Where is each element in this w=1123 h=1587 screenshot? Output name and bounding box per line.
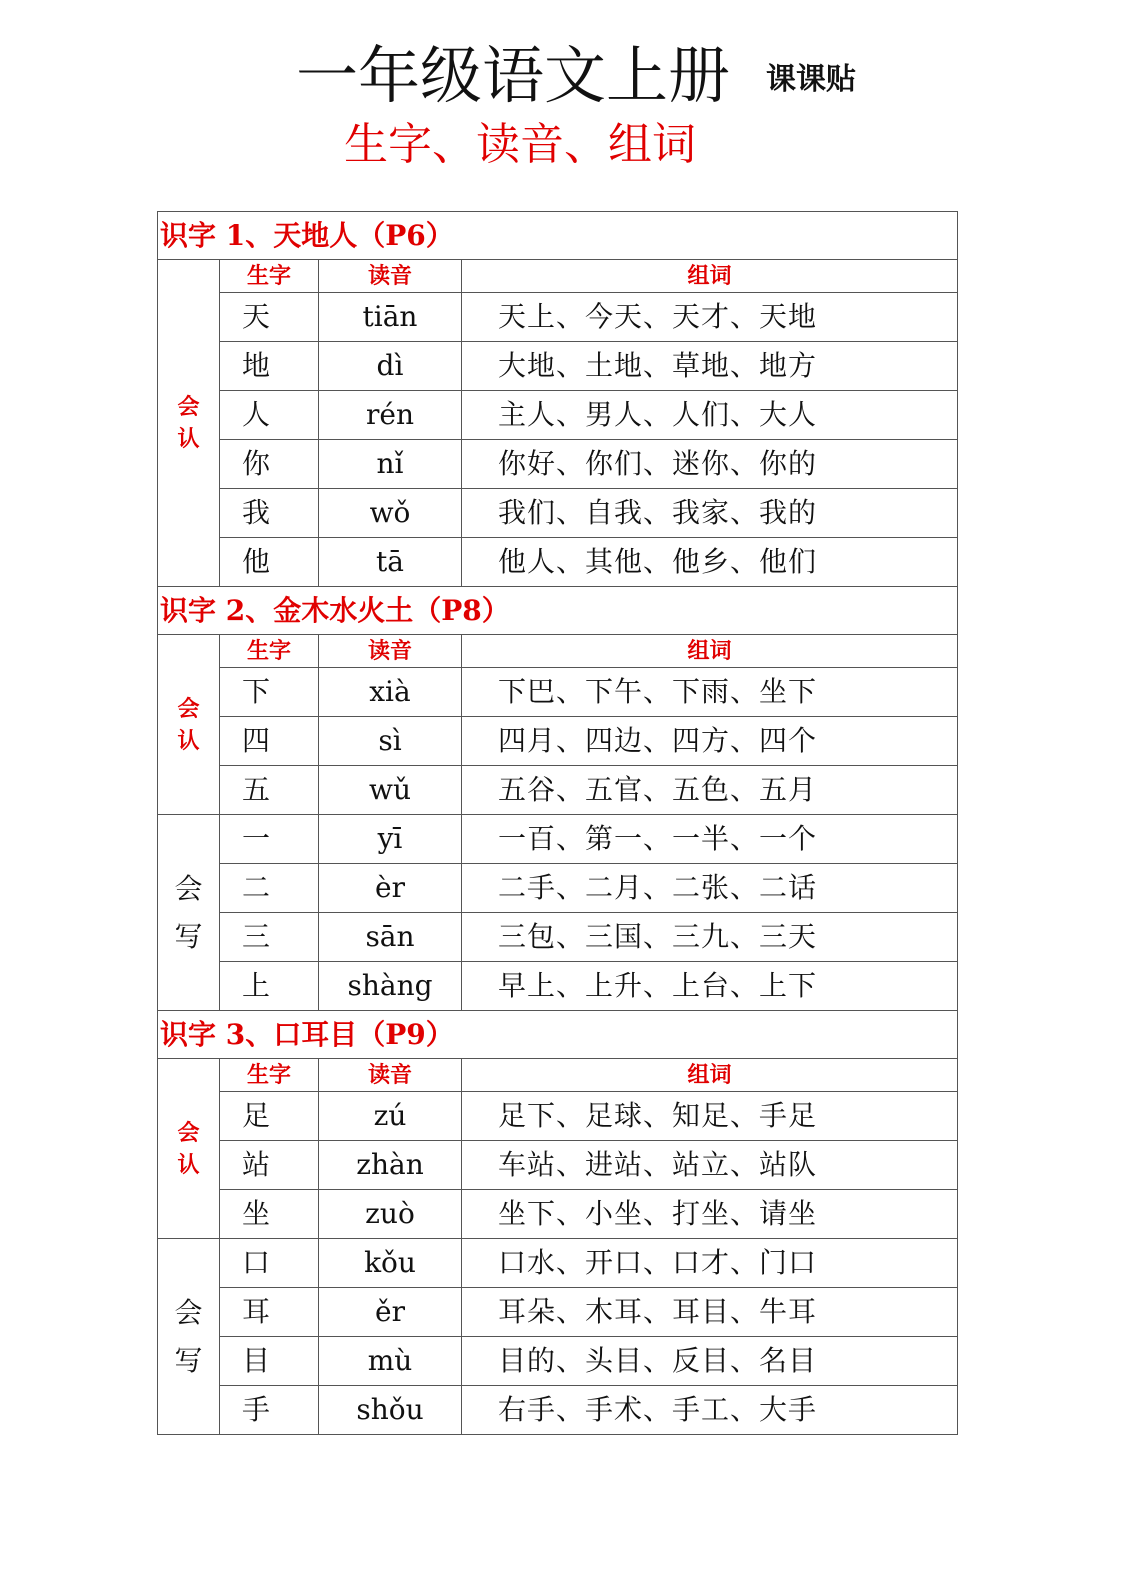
char-cell: 手 <box>220 1386 319 1435</box>
group-label-char: 会 <box>174 871 203 905</box>
section-row <box>158 587 958 635</box>
section-title: 识字 2、金木水火土（P8） <box>158 587 958 635</box>
words-cell: 耳朵、木耳、耳目、牛耳 <box>462 1288 958 1337</box>
char-cell: 他 <box>220 538 319 587</box>
pinyin-cell: èr <box>319 864 462 913</box>
table-row <box>158 342 958 391</box>
table-row <box>158 1288 958 1337</box>
table-row <box>158 1386 958 1435</box>
table-row <box>158 717 958 766</box>
header-words: 组词 <box>462 260 958 293</box>
header-words: 组词 <box>462 635 958 668</box>
table-row <box>158 1141 958 1190</box>
pinyin-cell: zú <box>319 1092 462 1141</box>
words-cell: 目的、头目、反目、名目 <box>462 1337 958 1386</box>
group-label-char: 会 <box>177 394 200 420</box>
table-row <box>158 538 958 587</box>
words-cell: 右手、手术、手工、大手 <box>462 1386 958 1435</box>
char-cell: 地 <box>220 342 319 391</box>
group-label-char: 会 <box>177 1119 200 1146</box>
group-label <box>158 815 220 1011</box>
page-title-block <box>296 36 896 116</box>
section-title: 识字 1、天地人（P6） <box>158 212 958 260</box>
pinyin-cell: tiān <box>319 293 462 342</box>
words-cell: 二手、二月、二张、二话 <box>462 864 958 913</box>
table-row <box>158 815 958 864</box>
group-label-char: 会 <box>174 1295 203 1329</box>
pinyin-cell: nǐ <box>319 440 462 489</box>
table-row <box>158 1190 958 1239</box>
section-row <box>158 212 958 260</box>
pinyin-cell: xià <box>319 668 462 717</box>
group-label-char: 认 <box>177 727 200 754</box>
pinyin-cell: dì <box>319 342 462 391</box>
words-cell: 一百、第一、一半、一个 <box>462 815 958 864</box>
table-row <box>158 489 958 538</box>
table-row <box>158 1092 958 1141</box>
page-title: 一年级语文上册 <box>296 39 731 112</box>
table-row <box>158 1337 958 1386</box>
pinyin-cell: kǒu <box>319 1239 462 1288</box>
table-row <box>158 391 958 440</box>
vocab-table <box>157 211 958 1435</box>
pinyin-cell: rén <box>319 391 462 440</box>
page-subtitle: 生字、读音、组词 <box>344 119 696 170</box>
char-cell: 站 <box>220 1141 319 1190</box>
pinyin-cell: wǒ <box>319 489 462 538</box>
column-header-row <box>158 635 958 668</box>
header-pinyin: 读音 <box>319 1059 462 1092</box>
header-pinyin: 读音 <box>319 260 462 293</box>
char-cell: 一 <box>220 815 319 864</box>
words-cell: 天上、今天、天才、天地 <box>462 293 958 342</box>
char-cell: 四 <box>220 717 319 766</box>
words-cell: 我们、自我、我家、我的 <box>462 489 958 538</box>
group-label-char: 写 <box>174 1343 203 1377</box>
header-pinyin: 读音 <box>319 635 462 668</box>
char-cell: 你 <box>220 440 319 489</box>
section-row <box>158 1011 958 1059</box>
pinyin-cell: wǔ <box>319 766 462 815</box>
group-label <box>158 1239 220 1435</box>
header-char: 生字 <box>220 1059 319 1092</box>
words-cell: 主人、男人、人们、大人 <box>462 391 958 440</box>
group-label-char: 认 <box>177 1151 200 1178</box>
pinyin-cell: shàng <box>319 962 462 1011</box>
words-cell: 车站、进站、站立、站队 <box>462 1141 958 1190</box>
table-row <box>158 766 958 815</box>
words-cell: 你好、你们、迷你、你的 <box>462 440 958 489</box>
group-label <box>158 260 220 587</box>
words-cell: 五谷、五官、五色、五月 <box>462 766 958 815</box>
char-cell: 下 <box>220 668 319 717</box>
group-label-char: 会 <box>177 695 200 722</box>
words-cell: 口水、开口、口才、门口 <box>462 1239 958 1288</box>
char-cell: 人 <box>220 391 319 440</box>
words-cell: 四月、四边、四方、四个 <box>462 717 958 766</box>
pinyin-cell: mù <box>319 1337 462 1386</box>
group-label <box>158 1059 220 1239</box>
group-label-char: 认 <box>177 426 200 452</box>
pinyin-cell: sì <box>319 717 462 766</box>
table-row <box>158 293 958 342</box>
words-cell: 大地、土地、草地、地方 <box>462 342 958 391</box>
words-cell: 三包、三国、三九、三天 <box>462 913 958 962</box>
pinyin-cell: yī <box>319 815 462 864</box>
table-row <box>158 1239 958 1288</box>
char-cell: 二 <box>220 864 319 913</box>
char-cell: 我 <box>220 489 319 538</box>
table-row <box>158 668 958 717</box>
table-row <box>158 440 958 489</box>
table-row <box>158 962 958 1011</box>
words-cell: 早上、上升、上台、上下 <box>462 962 958 1011</box>
pinyin-cell: zuò <box>319 1190 462 1239</box>
pinyin-cell: zhàn <box>319 1141 462 1190</box>
header-char: 生字 <box>220 635 319 668</box>
char-cell: 目 <box>220 1337 319 1386</box>
section-title: 识字 3、口耳目（P9） <box>158 1011 958 1059</box>
char-cell: 口 <box>220 1239 319 1288</box>
pinyin-cell: sān <box>319 913 462 962</box>
char-cell: 天 <box>220 293 319 342</box>
page-tag: 课课贴 <box>766 62 857 97</box>
pinyin-cell: ěr <box>319 1288 462 1337</box>
words-cell: 坐下、小坐、打坐、请坐 <box>462 1190 958 1239</box>
table-row <box>158 913 958 962</box>
header-words: 组词 <box>462 1059 958 1092</box>
pinyin-cell: shǒu <box>319 1386 462 1435</box>
group-label <box>158 635 220 815</box>
words-cell: 下巴、下午、下雨、坐下 <box>462 668 958 717</box>
char-cell: 足 <box>220 1092 319 1141</box>
table-row <box>158 864 958 913</box>
column-header-row <box>158 1059 958 1092</box>
char-cell: 耳 <box>220 1288 319 1337</box>
column-header-row <box>158 260 958 293</box>
header-char: 生字 <box>220 260 319 293</box>
char-cell: 五 <box>220 766 319 815</box>
group-label-char: 写 <box>174 919 203 953</box>
words-cell: 足下、足球、知足、手足 <box>462 1092 958 1141</box>
char-cell: 坐 <box>220 1190 319 1239</box>
pinyin-cell: tā <box>319 538 462 587</box>
words-cell: 他人、其他、他乡、他们 <box>462 538 958 587</box>
char-cell: 上 <box>220 962 319 1011</box>
char-cell: 三 <box>220 913 319 962</box>
